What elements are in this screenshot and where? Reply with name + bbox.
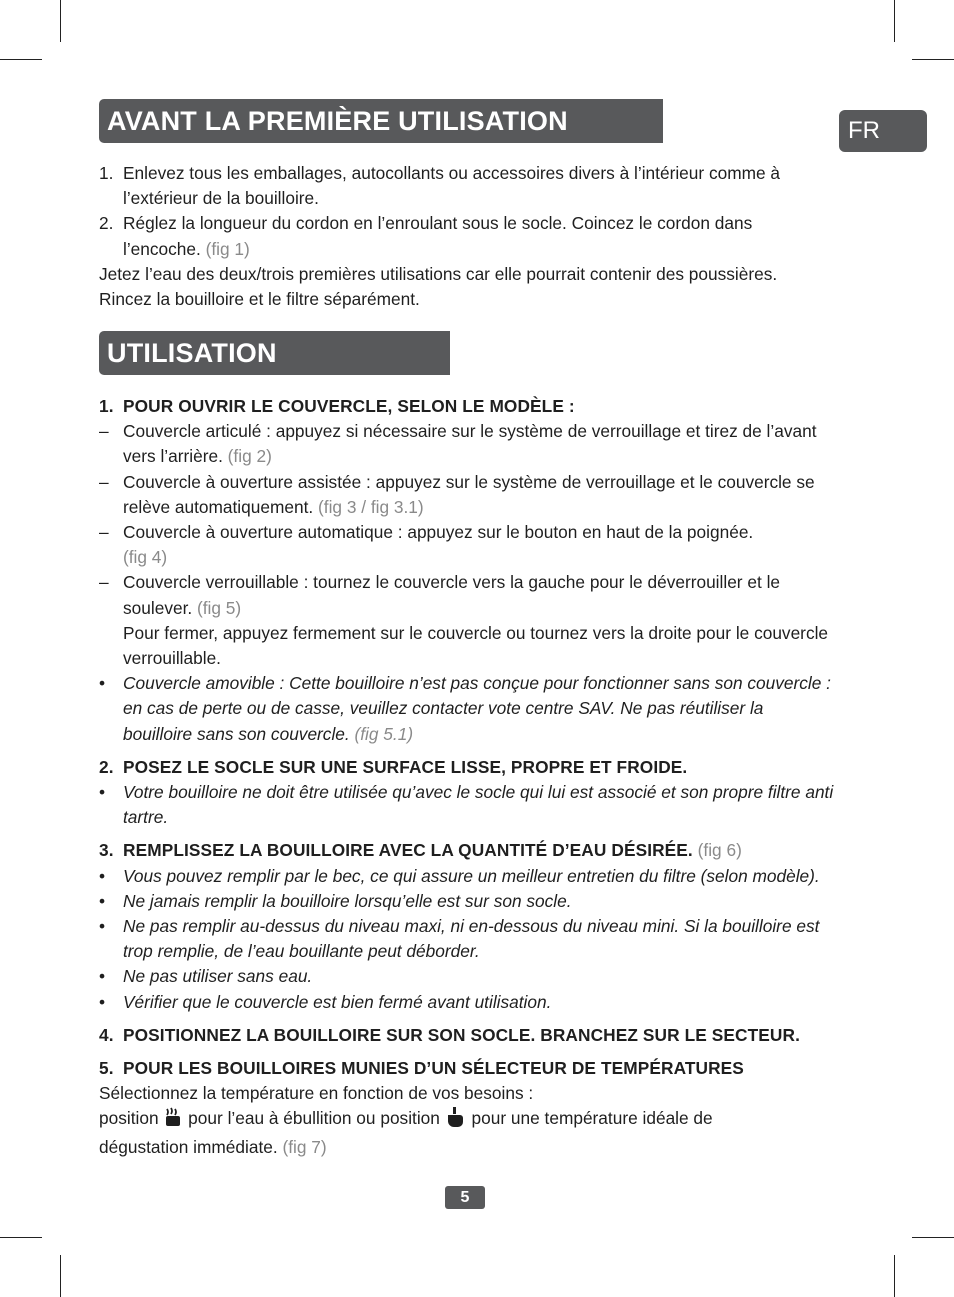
paragraph: Rincez la bouilloire et le filtre séparément.	[99, 289, 420, 310]
crop-mark	[912, 1237, 954, 1238]
item-text: Ne pas remplir au-dessus du niveau maxi, ni en-dessous du niveau mini. Si la bouilloire est trop remplie, de l’eau bouillante peut déborder.	[123, 916, 820, 962]
bullet-item	[99, 780, 834, 830]
step-heading	[99, 838, 834, 863]
step-heading	[99, 755, 834, 780]
item-text: Couvercle à ouverture automatique : appuyez sur le bouton en haut de la poignée.	[123, 522, 754, 543]
bullet-item	[99, 889, 834, 914]
bullet-marker: •	[99, 673, 106, 694]
item-number: 1.	[99, 163, 114, 183]
step-title: POSITIONNEZ LA BOUILLOIRE SUR SON SOCLE. BRANCHEZ SUR LE SECTEUR.	[123, 1024, 800, 1045]
step-heading	[99, 394, 834, 419]
bullet-marker: •	[99, 991, 106, 1012]
step-heading	[99, 1023, 834, 1048]
dash-marker: –	[99, 471, 109, 492]
step-number: 1.	[99, 396, 114, 416]
list-item	[99, 211, 834, 261]
usage-content	[99, 394, 834, 1160]
language-tab: FR	[839, 110, 927, 152]
section-title-usage: UTILISATION	[99, 331, 450, 375]
figure-ref: (fig 2)	[227, 446, 272, 467]
paragraph	[99, 1106, 834, 1134]
dash-marker: –	[99, 421, 109, 442]
dash-item	[99, 520, 834, 570]
before-first-use-content	[99, 161, 834, 312]
crop-mark	[60, 1255, 61, 1297]
figure-ref: (fig 3 / fig 3.1)	[318, 496, 424, 517]
figure-ref: (fig 1)	[205, 238, 250, 259]
crop-mark	[912, 59, 954, 60]
paragraph	[99, 1135, 834, 1160]
text-fragment: dégustation immédiate.	[99, 1136, 283, 1157]
item-text: Ne jamais remplir la bouilloire lorsqu’elle est sur son socle.	[123, 890, 572, 911]
step-heading	[99, 1056, 834, 1081]
paragraph: Jetez l’eau des deux/trois premières utilisations car elle pourrait contenir des poussières.	[99, 263, 778, 284]
bullet-marker: •	[99, 966, 106, 987]
bullet-item	[99, 864, 834, 889]
bullet-marker: •	[99, 865, 106, 886]
item-text: Enlevez tous les emballages, autocollants ou accessoires divers à l’intérieur comme à l’extérieur de la bouilloire.	[123, 163, 781, 209]
item-text: Votre bouilloire ne doit être utilisée qu’avec le socle qui lui est associé et son propre filtre anti tartre.	[123, 782, 834, 828]
page-number: 5	[445, 1186, 485, 1209]
crop-mark	[60, 0, 61, 42]
boiling-icon	[165, 1107, 181, 1134]
text-fragment: pour l’eau à ébullition ou position	[183, 1108, 445, 1129]
dash-marker: –	[99, 572, 109, 593]
figure-ref: (fig 5)	[196, 597, 242, 618]
step-title: POUR OUVRIR LE COUVERCLE, SELON LE MODÈLE :	[123, 396, 575, 416]
crop-mark	[894, 0, 895, 42]
crop-mark	[894, 1255, 895, 1297]
step-title: POUR LES BOUILLOIRES MUNIES D’UN SÉLECTEUR DE TEMPÉRATURES	[123, 1058, 744, 1079]
bullet-item	[99, 914, 834, 964]
crop-mark	[0, 1237, 42, 1238]
figure-ref: (fig 4)	[123, 547, 168, 568]
item-text: Couvercle à ouverture assistée : appuyez sur le système de verrouillage et le couvercle se relève automatiquement.	[123, 471, 815, 517]
bullet-item	[99, 964, 834, 989]
list-item	[99, 161, 834, 211]
dash-item	[99, 470, 834, 520]
figure-ref: (fig 5.1)	[354, 723, 414, 744]
figure-ref: (fig 6)	[692, 840, 742, 861]
bullet-item	[99, 990, 834, 1015]
item-text: Couvercle amovible : Cette bouilloire n’est pas conçue pour fonctionner sans son couvercle : en cas de perte ou de casse, veuillez contacter vote centre SAV. Ne pas réutiliser la bouilloire sans son couvercle.	[123, 673, 831, 744]
dash-item	[99, 419, 834, 469]
item-text: Couvercle articulé : appuyez si nécessaire sur le système de verrouillage et tirez de l’avant vers l’arrière.	[123, 421, 817, 467]
item-text: Ne pas utiliser sans eau.	[123, 966, 313, 987]
thumb-up-icon	[447, 1107, 465, 1134]
step-number: 5.	[99, 1058, 114, 1079]
bullet-item	[99, 671, 834, 747]
text-fragment: pour une température idéale de	[466, 1108, 713, 1129]
step-title: POSEZ LE SOCLE SUR UNE SURFACE LISSE, PROPRE ET FROIDE.	[123, 756, 688, 777]
item-text-extra: Pour fermer, appuyez fermement sur le couvercle ou tournez vers la droite pour le couvercle verrouillable.	[123, 622, 829, 669]
text-fragment: position	[99, 1108, 164, 1129]
dash-marker: –	[99, 522, 109, 543]
item-text: Vérifier que le couvercle est bien fermé avant utilisation.	[123, 991, 552, 1012]
crop-mark	[0, 59, 42, 60]
step-title: REMPLISSEZ LA BOUILLOIRE AVEC LA QUANTITÉ D’EAU DÉSIRÉE.	[123, 840, 693, 861]
step-number: 2.	[99, 756, 114, 777]
step-number: 3.	[99, 840, 114, 861]
item-text: Réglez la longueur du cordon en l’enroulant sous le socle. Coincez le cordon dans l’encoche.	[123, 213, 753, 259]
item-number: 2.	[99, 213, 114, 234]
section-title-before-first-use: AVANT LA PREMIÈRE UTILISATION	[99, 99, 663, 143]
dash-item	[99, 570, 834, 671]
bullet-marker: •	[99, 890, 106, 911]
item-text: Couvercle verrouillable : tournez le couvercle vers la gauche pour le déverrouiller et le soulever.	[123, 572, 781, 618]
paragraph: Sélectionnez la température en fonction de vos besoins :	[99, 1083, 534, 1104]
item-text: Vous pouvez remplir par le bec, ce qui assure un meilleur entretien du filtre (selon modèle).	[123, 865, 820, 886]
bullet-marker: •	[99, 916, 106, 937]
bullet-marker: •	[99, 782, 106, 803]
step-number: 4.	[99, 1024, 114, 1045]
figure-ref: (fig 7)	[282, 1136, 327, 1157]
